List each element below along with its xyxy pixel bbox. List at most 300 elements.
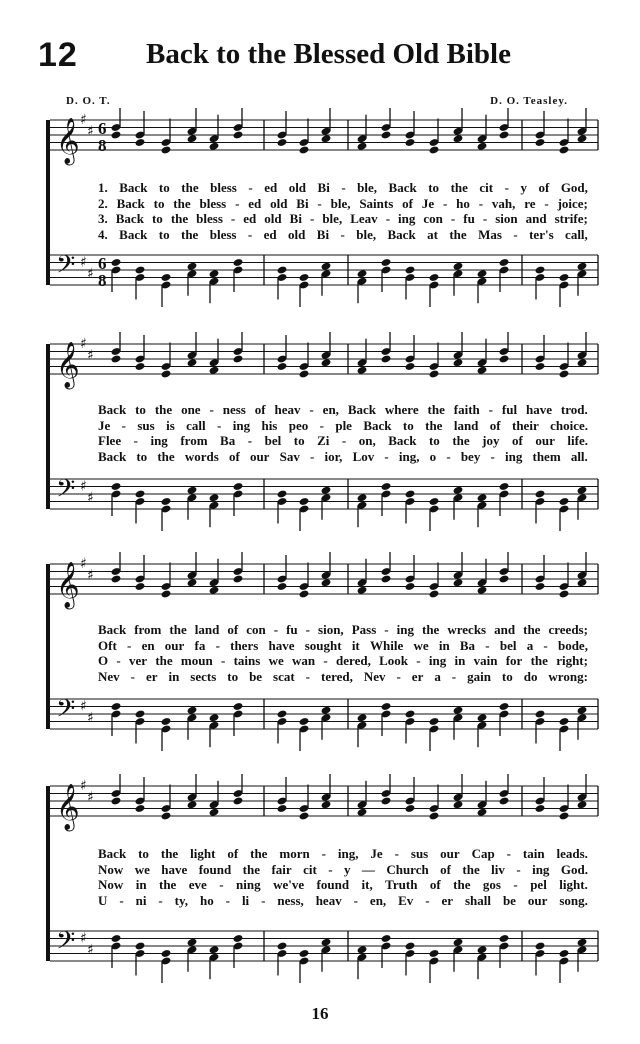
lyric-word: for	[505, 653, 523, 668]
lyric-word: Look	[379, 653, 408, 668]
lyric-word: ble,	[322, 211, 343, 226]
sharp-icon: ♯	[87, 347, 94, 364]
lyric-word: ho	[199, 892, 214, 908]
lyric-word: words	[184, 448, 219, 464]
treble-staff	[50, 786, 598, 816]
lyric-line	[98, 433, 588, 449]
lyric-word: fu	[463, 211, 475, 226]
lyric-word: from	[134, 622, 162, 637]
lyric-word: found	[316, 877, 350, 892]
treble-staff	[50, 120, 598, 150]
lyric-word: ble,	[356, 226, 377, 242]
lyric-word: on,	[358, 433, 376, 448]
lyric-word: choice.	[550, 417, 588, 433]
lyric-word: sought	[304, 637, 342, 653]
lyric-word: -	[353, 892, 358, 908]
lyric-word: Saints	[359, 195, 394, 211]
lyric-word: ter's	[529, 226, 554, 242]
sharp-icon: ♯	[87, 941, 94, 958]
lyric-word: light	[190, 846, 216, 861]
lyric-word: dered,	[336, 653, 371, 668]
lyric-word: -	[309, 211, 315, 226]
lyric-word: it	[351, 637, 360, 653]
lyric-word: y	[343, 861, 351, 877]
lyric-word: wan	[292, 653, 316, 668]
treble-notes	[111, 332, 588, 379]
lyric-line	[98, 638, 588, 654]
lyric-word: the	[154, 402, 173, 417]
lyric-word: ness	[222, 402, 246, 417]
lyric-word: all.	[570, 448, 588, 464]
lyric-word: -	[235, 195, 240, 211]
lyric-word: -	[513, 877, 518, 892]
lyric-word: sus	[137, 417, 155, 433]
lyric-line	[98, 418, 588, 434]
lyric-word: 2.	[98, 195, 108, 211]
lyric-word: Back	[388, 433, 417, 448]
system-bracket	[46, 344, 50, 509]
lyric-word: Now	[98, 877, 124, 892]
lyric-word: call,	[565, 226, 588, 242]
lyric-word: old	[288, 226, 306, 242]
lyric-word: con	[246, 622, 266, 637]
lyric-word: tains	[233, 653, 261, 668]
lyric-word: -	[119, 892, 124, 908]
page-number: 16	[311, 1004, 329, 1023]
lyric-word: -	[321, 846, 326, 861]
lyric-word: -	[127, 637, 132, 653]
lyric-word: -	[504, 180, 509, 195]
lyric-line	[98, 180, 588, 196]
lyric-word: sion	[495, 211, 518, 226]
lyric-word: the	[250, 846, 268, 861]
lyric-word: bless	[209, 226, 237, 242]
lyric-word: of	[440, 861, 451, 877]
lyrics-block-3	[98, 622, 588, 684]
lyric-word: Je	[421, 195, 435, 211]
lyric-word: Truth	[385, 877, 418, 892]
lyric-word: -	[217, 417, 222, 433]
lyric-word: old	[264, 211, 282, 226]
lyric-word: cit	[479, 180, 494, 195]
lyric-word: our	[249, 448, 270, 464]
lyric-word: -	[543, 637, 548, 653]
lyric-word: trod.	[560, 402, 588, 417]
lyric-word: -	[544, 195, 549, 211]
lyric-word: -	[328, 861, 333, 877]
lyric-word: them	[532, 448, 561, 464]
lyric-word: of	[227, 622, 239, 637]
lyric-word: ver	[129, 653, 148, 668]
lyric-word: -	[385, 211, 391, 226]
sharp-icon: ♯	[80, 112, 87, 128]
lyric-word: his	[261, 417, 278, 433]
lyric-word: one	[181, 402, 201, 417]
lyric-word: vain	[473, 653, 498, 668]
music-system-3	[42, 552, 602, 757]
lyric-word: -	[225, 892, 230, 908]
lyric-word: peo	[288, 417, 309, 433]
lyric-word: -	[478, 195, 484, 211]
sharp-icon: ♯	[80, 336, 87, 352]
lyric-word: -	[130, 668, 135, 684]
lyric-word: Lov	[352, 448, 375, 464]
lyric-word: Oft	[98, 637, 117, 653]
lyric-word: While	[369, 637, 404, 653]
lyric-word: Leav	[350, 211, 378, 226]
lyric-word: heav	[315, 892, 342, 908]
lyric-word: 4.	[98, 226, 108, 242]
lyric-word: 1.	[98, 180, 108, 195]
lyric-word: our	[440, 846, 460, 861]
lyric-line	[98, 862, 588, 878]
lyric-word: ing	[150, 433, 168, 448]
lyric-word: —	[361, 861, 375, 877]
lyric-word: Back	[388, 180, 417, 195]
lyric-word: to	[158, 226, 170, 242]
lyric-word: our	[535, 433, 555, 448]
lyric-word: -	[451, 668, 457, 684]
lyric-word: a	[434, 668, 441, 684]
lyric-word: in	[168, 668, 180, 684]
lyric-word: -	[446, 448, 451, 464]
lyric-word: bey	[460, 448, 481, 464]
lyric-word: fa	[194, 637, 206, 653]
lyric-word: fu	[286, 622, 298, 637]
lyric-line	[98, 449, 588, 465]
treble-clef-icon: 𝄞	[56, 118, 80, 164]
lyric-word: -	[116, 653, 121, 668]
lyric-word: light.	[559, 877, 588, 892]
lyric-word: Ba	[220, 433, 236, 448]
lyric-word: con	[423, 211, 443, 226]
lyric-word: wrong:	[548, 668, 588, 684]
lyric-word: to	[402, 417, 414, 433]
lyric-word: Now	[98, 861, 124, 877]
bass-staff	[50, 931, 598, 961]
lyric-word: tain	[522, 846, 545, 861]
lyric-word: land	[194, 622, 220, 637]
lyric-word: be	[249, 668, 263, 684]
lyric-word: joice;	[557, 195, 588, 211]
lyric-word: the	[462, 861, 480, 877]
lyric-word: Church	[386, 861, 429, 877]
lyric-word: ing	[428, 653, 447, 668]
sharp-icon: ♯	[80, 254, 87, 271]
lyric-word: the	[450, 180, 468, 195]
lyric-word: -	[305, 668, 311, 684]
lyric-word: of	[512, 433, 523, 448]
lyric-word: ing	[532, 861, 550, 877]
sharp-icon: ♯	[80, 556, 87, 572]
lyric-word: -	[323, 653, 328, 668]
lyric-word: Sav	[279, 448, 300, 464]
lyric-word: the	[422, 622, 440, 637]
lyric-word: -	[341, 180, 346, 195]
lyric-word: the	[159, 877, 177, 892]
lyric-word: God.	[560, 861, 588, 877]
lyric-word: the	[157, 448, 175, 464]
bass-staff	[50, 699, 598, 729]
lyric-word: fair	[271, 861, 292, 877]
music-system-2	[42, 332, 602, 537]
lyric-line	[98, 196, 588, 212]
lyric-word: to	[153, 195, 165, 211]
sharp-icon: ♯	[87, 265, 94, 282]
lyric-word: -	[416, 653, 421, 668]
lyric-word: in	[135, 877, 147, 892]
lyric-word: -	[506, 846, 511, 861]
lyric-word: -	[220, 653, 226, 668]
lyric-word: Ev	[398, 892, 414, 908]
lyric-word: the	[449, 226, 467, 242]
lyric-word: song.	[559, 892, 588, 908]
lyric-word: -	[261, 892, 266, 908]
lyric-word: -	[394, 846, 399, 861]
lyric-word: eve	[188, 877, 207, 892]
lyric-word: of	[254, 402, 266, 417]
lyric-word: Back	[98, 402, 127, 417]
lyric-word: God,	[560, 180, 588, 195]
lyric-word: -	[319, 417, 324, 433]
lyrics-block-4	[98, 846, 588, 908]
lyric-word: from	[180, 433, 208, 448]
lyric-word: have	[268, 637, 295, 653]
lyric-word: Bi	[316, 226, 330, 242]
treble-notes	[111, 108, 588, 155]
lyric-word: li	[241, 892, 250, 908]
lyric-word: have	[526, 402, 552, 417]
lyric-word: -	[384, 448, 389, 464]
lyric-word: we	[134, 861, 150, 877]
lyric-line	[98, 622, 588, 638]
lyric-word: O	[98, 653, 109, 668]
system-bracket	[46, 786, 50, 961]
lyric-word: ing	[504, 448, 523, 464]
lyric-word: -	[485, 637, 490, 653]
lyric-word: to	[501, 668, 513, 684]
lyric-word: -	[341, 433, 347, 448]
lyric-line	[98, 846, 588, 862]
sharp-icon: ♯	[80, 698, 87, 715]
lyric-word: to	[428, 433, 440, 448]
lyric-word: ing	[398, 211, 416, 226]
lyric-line	[98, 211, 588, 227]
lyric-word: the	[242, 861, 261, 877]
lyric-word: -	[247, 226, 253, 242]
sharp-icon: ♯	[80, 930, 87, 947]
lyric-word: heav	[274, 402, 301, 417]
lyric-word: in	[454, 653, 466, 668]
bass-notes	[111, 934, 588, 983]
lyric-word: Back	[116, 195, 145, 211]
lyric-word: -	[425, 892, 430, 908]
system-bracket	[46, 120, 50, 285]
lyric-word: Bi	[289, 211, 302, 226]
words-credit: D. O. T.	[66, 95, 111, 107]
lyric-word: ing	[232, 417, 251, 433]
lyric-word: do	[523, 668, 538, 684]
lyric-word: thers	[230, 637, 259, 653]
lyric-word: ty,	[174, 892, 189, 908]
lyric-word: in	[438, 637, 450, 653]
treble-notes	[111, 552, 588, 599]
lyric-word: sion,	[318, 622, 344, 637]
lyric-word: to	[158, 180, 170, 195]
lyric-word: cit	[303, 861, 317, 877]
lyric-word: we	[413, 637, 429, 653]
lyric-word: the	[180, 226, 199, 242]
bass-notes	[111, 258, 588, 307]
lyric-word: to	[151, 211, 163, 226]
lyric-word: ed	[264, 180, 278, 195]
bass-notes	[111, 482, 588, 531]
bass-clef-icon: 𝄢	[56, 250, 76, 286]
lyric-word: Back	[98, 846, 127, 861]
lyric-word: wrecks	[447, 622, 487, 637]
time-signature: 6	[98, 254, 107, 273]
time-signature: 8	[98, 136, 107, 155]
lyric-word: Bi	[317, 180, 330, 195]
lyric-word: Back	[98, 448, 127, 464]
lyric-word: ning	[236, 877, 261, 892]
lyric-word: of	[538, 180, 550, 195]
lyric-word: ior,	[324, 448, 343, 464]
lyric-word: er	[145, 668, 158, 684]
lyric-word: their	[512, 417, 539, 433]
lyric-word: -	[384, 622, 389, 637]
lyric-word: -	[158, 892, 163, 908]
lyric-word: -	[309, 402, 314, 417]
lyric-word: a	[526, 637, 534, 653]
lyric-word: ness,	[277, 892, 304, 908]
lyric-word: ed	[263, 226, 277, 242]
lyric-word: Back	[119, 226, 148, 242]
lyric-word: creeds;	[548, 622, 588, 637]
lyric-word: the	[160, 846, 179, 861]
lyric-word: Back	[347, 402, 376, 417]
lyric-word: -	[209, 402, 214, 417]
lyric-word: sects	[190, 668, 217, 684]
lyric-word: ni	[135, 892, 147, 908]
treble-staff	[50, 344, 598, 374]
lyric-word: the	[530, 653, 548, 668]
lyric-word: bel	[499, 637, 517, 653]
lyric-line	[98, 227, 588, 243]
lyric-word: -	[488, 402, 494, 417]
lyric-word: -	[513, 226, 518, 242]
lyric-word: Ba	[459, 637, 476, 653]
lyric-word: en	[141, 637, 155, 653]
lyric-word: the	[155, 653, 173, 668]
lyric-word: -	[215, 637, 220, 653]
lyric-word: leads.	[556, 846, 588, 861]
lyric-word: Back	[363, 417, 392, 433]
sharp-icon: ♯	[80, 478, 87, 495]
sharp-icon: ♯	[87, 567, 94, 584]
lyric-word: our	[164, 637, 185, 653]
lyric-word: to	[428, 180, 440, 195]
music-credit: D. O. Teasley.	[490, 95, 568, 107]
lyric-word: where	[384, 402, 419, 417]
lyric-word: ing,	[398, 448, 420, 464]
lyric-word: sus	[410, 846, 429, 861]
lyric-word: our	[527, 892, 548, 908]
music-system-1	[42, 108, 602, 313]
lyric-word: en,	[322, 402, 339, 417]
lyric-word: it,	[361, 877, 373, 892]
bass-staff	[50, 479, 598, 509]
lyrics-block-1	[98, 180, 588, 242]
lyric-word: Cap	[471, 846, 495, 861]
lyric-word: be	[502, 892, 516, 908]
lyric-word: ed	[243, 211, 257, 226]
time-signature: 8	[98, 271, 107, 290]
lyric-word: the	[425, 417, 443, 433]
lyric-word: Flee	[98, 433, 122, 448]
lyric-word: of	[429, 877, 441, 892]
lyric-word: the	[523, 622, 541, 637]
lyric-word: to	[135, 402, 146, 417]
lyric-word: ful	[501, 402, 518, 417]
lyric-word: have	[161, 861, 188, 877]
lyric-line	[98, 653, 588, 669]
lyric-word: Back	[98, 622, 127, 637]
lyric-word: of	[402, 195, 413, 211]
lyric-word: ed	[248, 195, 262, 211]
lyric-word: -	[305, 622, 311, 637]
music-system-4	[42, 774, 602, 989]
lyric-word: ho	[456, 195, 470, 211]
treble-clef-icon: 𝄞	[56, 342, 80, 388]
lyric-word: Je	[370, 846, 383, 861]
bass-clef-icon: 𝄢	[56, 474, 76, 510]
bass-notes	[111, 702, 588, 751]
lyric-word: the	[169, 622, 187, 637]
lyric-word: and	[525, 211, 547, 226]
lyric-word: Back	[119, 180, 148, 195]
lyric-word: faith	[453, 402, 480, 417]
lyric-word: and	[494, 622, 516, 637]
lyric-word: Nev	[363, 668, 386, 684]
lyric-word: morn	[279, 846, 310, 861]
lyric-word: right;	[556, 653, 588, 668]
lyric-word: the	[452, 433, 470, 448]
lyric-word: -	[247, 433, 253, 448]
lyric-word: tered,	[320, 668, 353, 684]
lyric-word: scat	[273, 668, 295, 684]
lyric-word: to	[293, 433, 305, 448]
lyric-word: -	[121, 417, 126, 433]
bass-clef-icon: 𝄢	[56, 926, 76, 962]
lyric-word: shall	[464, 892, 491, 908]
lyric-line	[98, 402, 588, 418]
lyric-word: pel	[530, 877, 547, 892]
lyric-word: ble,	[357, 180, 378, 195]
lyric-word: of	[227, 846, 239, 861]
lyric-word: call	[186, 417, 206, 433]
sharp-icon: ♯	[87, 709, 94, 726]
lyric-word: Je	[98, 417, 111, 433]
lyric-word: old	[288, 180, 307, 195]
lyric-word: -	[309, 448, 315, 464]
lyric-word: bode,	[557, 637, 588, 653]
lyric-word: bless	[196, 211, 223, 226]
lyric-word: strife;	[554, 211, 588, 226]
lyric-word: bless	[199, 195, 227, 211]
lyric-word: moun	[180, 653, 213, 668]
lyric-word: vah,	[491, 195, 516, 211]
